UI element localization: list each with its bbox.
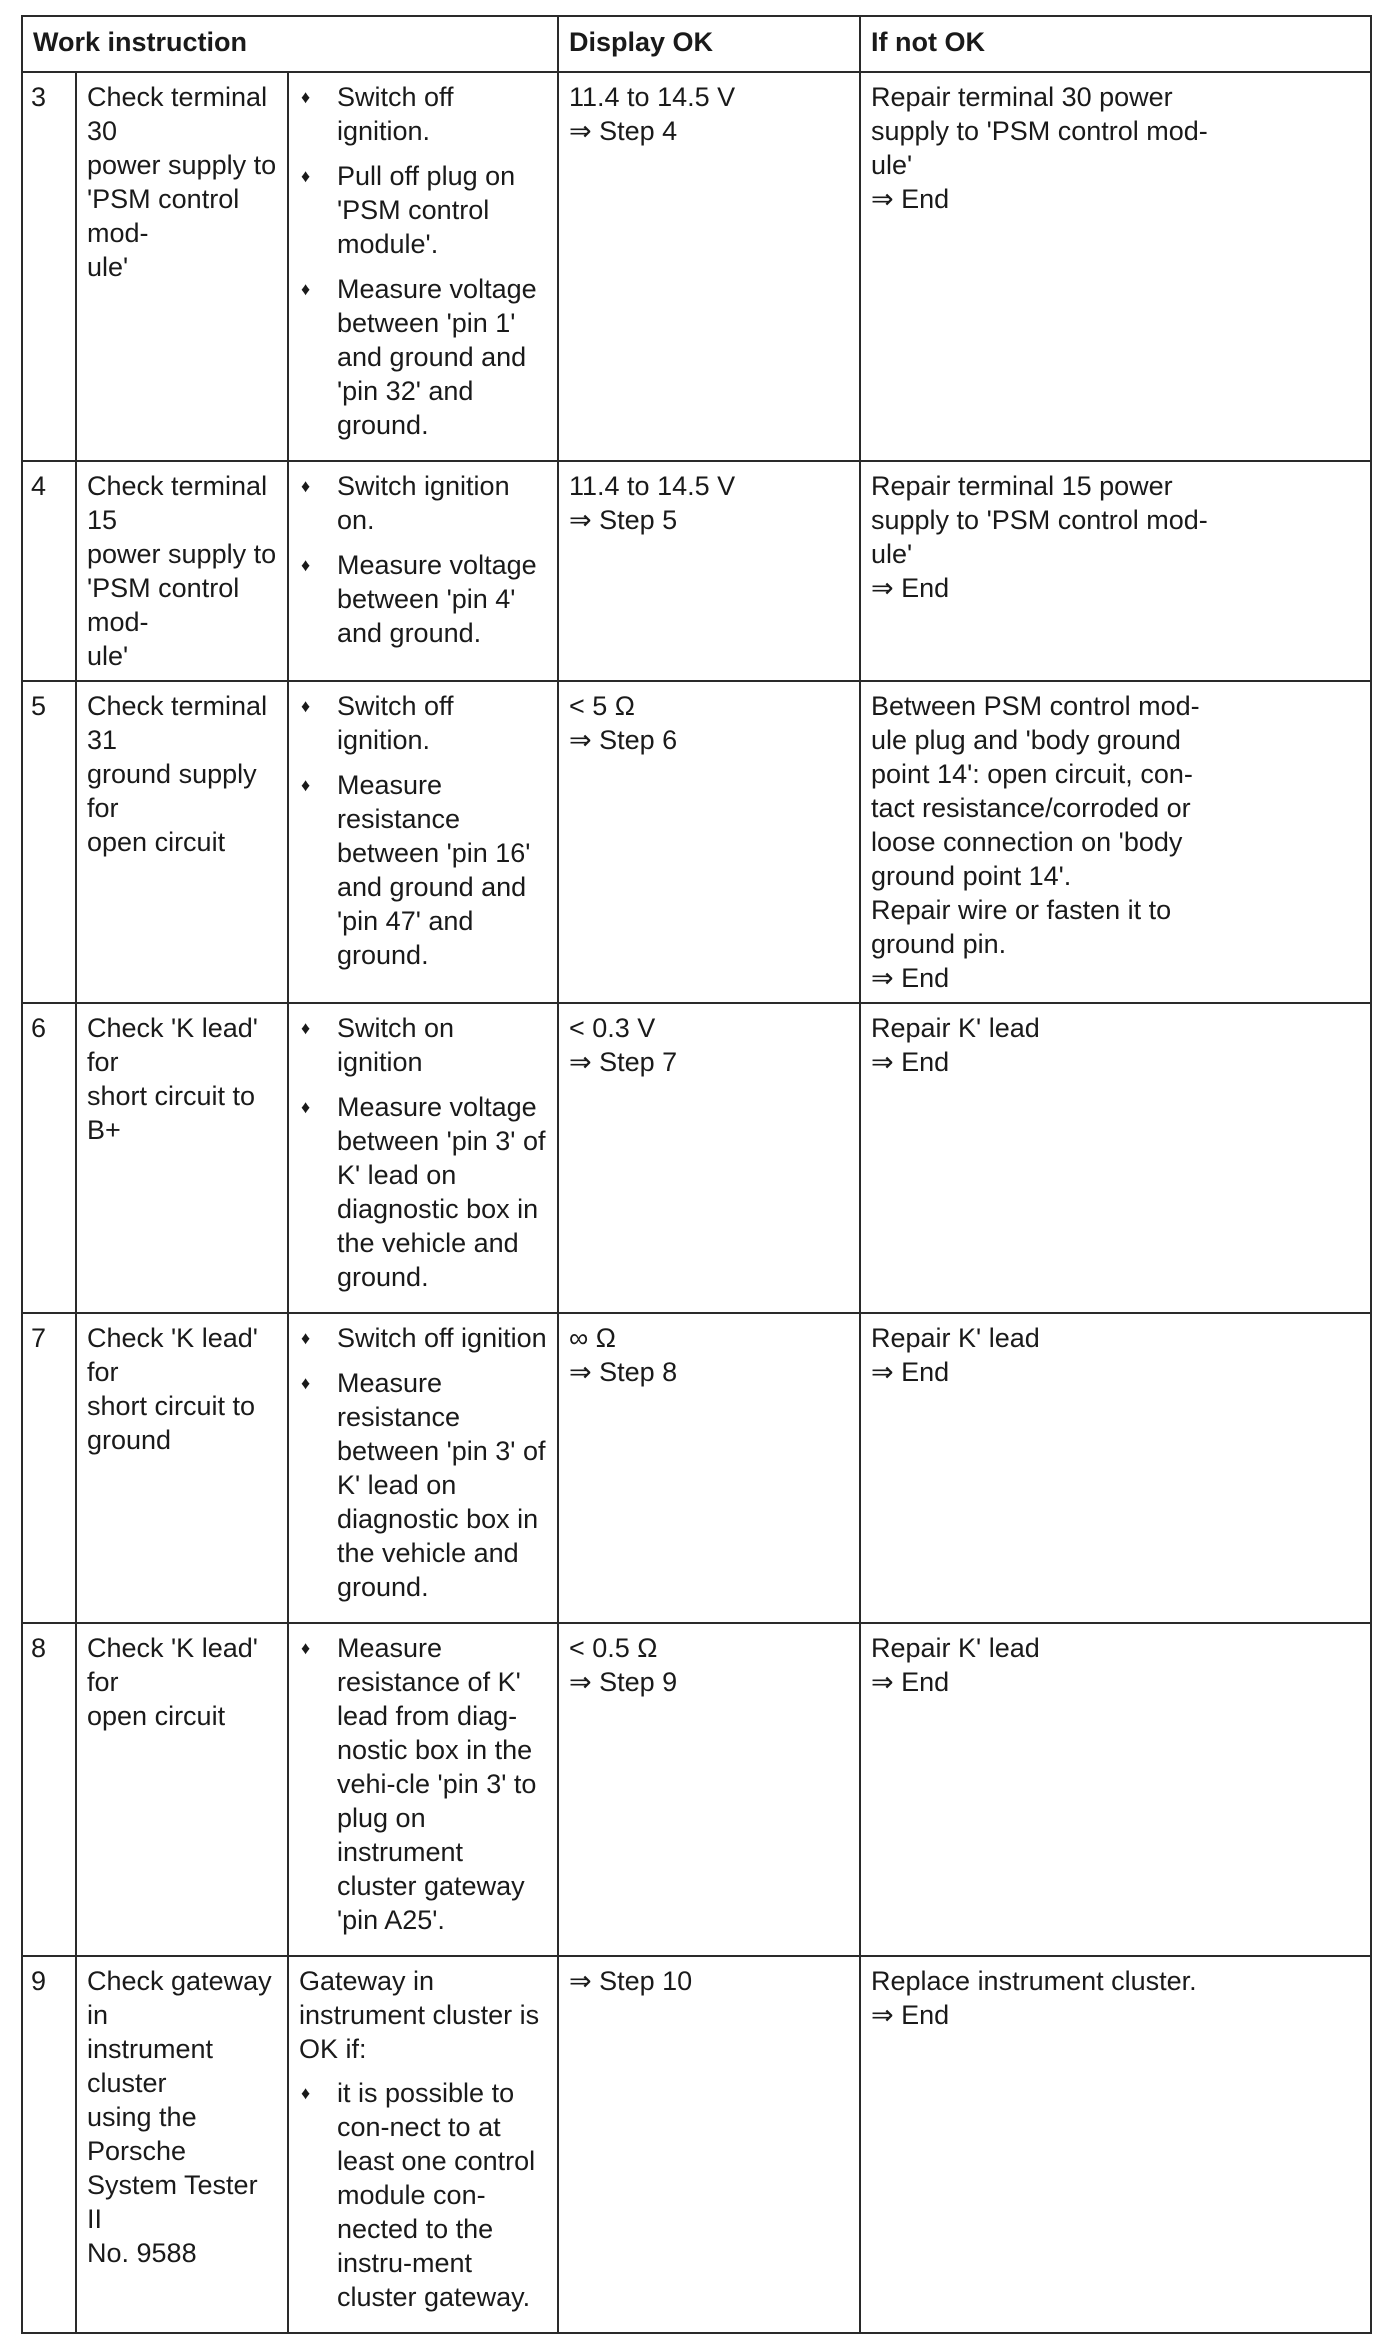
if-not-ok-line: Repair K' lead [871, 1013, 1040, 1043]
header-if-not-ok: If not OK [860, 16, 1371, 72]
bullet-diamond-icon: ♦ [301, 476, 311, 496]
bullet-diamond-icon: ♦ [301, 1097, 311, 1117]
step-text: Switch off ignition. [337, 82, 454, 146]
if-not-ok-line: ule' [871, 539, 913, 569]
list-item [299, 159, 547, 261]
check-line: System Tester II [87, 2170, 266, 2234]
step-text: Switch off ignition. [337, 691, 454, 755]
bullet-diamond-icon: ♦ [301, 1638, 311, 1658]
list-item [299, 469, 547, 537]
check-line: 'PSM control mod- [87, 573, 247, 637]
check-line: No. 9588 [87, 2238, 197, 2268]
display-ok-line: 11.4 to 14.5 V [569, 82, 736, 112]
if-not-ok-line: ⇒ End [871, 573, 950, 603]
check-line: using the Porsche [87, 2102, 205, 2166]
if-not-ok-cell [860, 1956, 1371, 2333]
step-text: Switch ignition on. [337, 471, 510, 535]
check-description [76, 681, 288, 1003]
check-line: open circuit [87, 827, 226, 857]
check-description [76, 1003, 288, 1313]
check-line: ule' [87, 641, 129, 671]
step-text: Measure voltage between 'pin 1' and ground and 'pin 32' and ground. [337, 274, 537, 440]
list-item [299, 1631, 547, 1937]
if-not-ok-line: tact resistance/corroded or [871, 793, 1191, 823]
list-item [299, 1011, 547, 1079]
step-number: 5 [22, 681, 76, 1003]
check-line: power supply to [87, 539, 277, 569]
bullet-diamond-icon: ♦ [301, 1018, 311, 1038]
table-row [22, 1956, 1371, 2333]
header-row [22, 16, 1371, 72]
step-text: Switch on ignition [337, 1013, 455, 1077]
procedure-lead: Gateway in instrument cluster is OK if: [299, 1966, 540, 2064]
step-text: Measure voltage between 'pin 4' and ground. [337, 550, 537, 648]
if-not-ok-line: Repair K' lead [871, 1633, 1040, 1663]
check-description [76, 1623, 288, 1956]
if-not-ok-line: ⇒ End [871, 1047, 950, 1077]
step-number: 8 [22, 1623, 76, 1956]
bullet-diamond-icon: ♦ [301, 1373, 311, 1393]
procedure-steps [288, 72, 558, 461]
procedure-steps [288, 1623, 558, 1956]
check-description [76, 1956, 288, 2333]
display-ok-line: < 0.5 Ω [569, 1633, 658, 1663]
bullet-diamond-icon: ♦ [301, 87, 311, 107]
if-not-ok-cell [860, 1313, 1371, 1623]
check-description [76, 1313, 288, 1623]
list-item [299, 80, 547, 148]
step-list [299, 2076, 547, 2314]
if-not-ok-line: Repair wire or fasten it to [871, 895, 1172, 925]
check-line: 'PSM control mod- [87, 184, 247, 248]
display-ok-line: ⇒ Step 8 [569, 1357, 678, 1387]
if-not-ok-cell [860, 681, 1371, 1003]
table-row [22, 1623, 1371, 1956]
if-not-ok-line: ⇒ End [871, 1357, 950, 1387]
check-line: short circuit to B+ [87, 1081, 263, 1145]
check-line: Check terminal 15 [87, 471, 275, 535]
step-list [299, 1321, 547, 1604]
display-ok-line: < 5 Ω [569, 691, 635, 721]
display-ok-line: ⇒ Step 7 [569, 1047, 678, 1077]
list-item [299, 272, 547, 442]
list-item [299, 2076, 547, 2314]
bullet-diamond-icon: ♦ [301, 555, 311, 575]
step-list [299, 1011, 547, 1294]
display-ok-cell [558, 1623, 860, 1956]
bullet-diamond-icon: ♦ [301, 696, 311, 716]
step-number: 9 [22, 1956, 76, 2333]
check-line: Check terminal 30 [87, 82, 275, 146]
if-not-ok-cell [860, 1623, 1371, 1956]
if-not-ok-line: Repair terminal 15 power [871, 471, 1173, 501]
if-not-ok-line: ule plug and 'body ground [871, 725, 1181, 755]
if-not-ok-line: supply to 'PSM control mod- [871, 505, 1208, 535]
bullet-diamond-icon: ♦ [301, 166, 311, 186]
bullet-diamond-icon: ♦ [301, 279, 311, 299]
step-list [299, 469, 547, 650]
check-line: ground [87, 1425, 172, 1455]
if-not-ok-line: Repair terminal 30 power [871, 82, 1173, 112]
procedure-steps [288, 461, 558, 681]
table-row [22, 1003, 1371, 1313]
check-line: Check terminal 31 [87, 691, 275, 755]
if-not-ok-line: loose connection on 'body [871, 827, 1183, 857]
if-not-ok-cell [860, 461, 1371, 681]
display-ok-line: ⇒ Step 5 [569, 505, 678, 535]
table-row [22, 461, 1371, 681]
step-list [299, 689, 547, 972]
list-item [299, 689, 547, 757]
if-not-ok-line: ground point 14'. [871, 861, 1072, 891]
step-text: Measure voltage between 'pin 3' of K' lead on diagnostic box in the vehicle and ground. [337, 1092, 546, 1292]
if-not-ok-line: ⇒ End [871, 184, 950, 214]
step-text: Switch off ignition [337, 1323, 547, 1353]
if-not-ok-line: ⇒ End [871, 963, 950, 993]
step-text: Measure resistance between 'pin 3' of K' lead on diagnostic box in the vehicle and ground. [337, 1368, 546, 1602]
list-item [299, 1090, 547, 1294]
header-display-ok: Display OK [558, 16, 860, 72]
step-text: it is possible to con-nect to at least one control module con-nected to the instru-ment cluster gateway. [337, 2078, 536, 2312]
table-row [22, 681, 1371, 1003]
display-ok-line: ⇒ Step 10 [569, 1966, 693, 1996]
check-line: instrument cluster [87, 2034, 221, 2098]
display-ok-line: 11.4 to 14.5 V [569, 471, 736, 501]
check-line: Check gateway in [87, 1966, 280, 2030]
list-item [299, 1321, 547, 1355]
bullet-diamond-icon: ♦ [301, 775, 311, 795]
display-ok-cell [558, 681, 860, 1003]
step-text: Pull off plug on 'PSM control module'. [337, 161, 516, 259]
procedure-steps [288, 1003, 558, 1313]
step-number: 3 [22, 72, 76, 461]
display-ok-line: ⇒ Step 9 [569, 1667, 678, 1697]
check-description [76, 461, 288, 681]
procedure-steps [288, 1313, 558, 1623]
step-number: 6 [22, 1003, 76, 1313]
procedure-steps [288, 681, 558, 1003]
display-ok-cell [558, 1313, 860, 1623]
check-line: Check 'K lead' for [87, 1323, 266, 1387]
step-list [299, 80, 547, 442]
list-item [299, 548, 547, 650]
if-not-ok-line: ⇒ End [871, 2000, 950, 2030]
check-line: ule' [87, 252, 129, 282]
if-not-ok-line: ule' [871, 150, 913, 180]
if-not-ok-line: Between PSM control mod- [871, 691, 1200, 721]
list-item [299, 768, 547, 972]
table-row [22, 1313, 1371, 1623]
step-text: Measure resistance of K' lead from diag-nostic box in the vehi-cle 'pin 3' to plug on instrument cluster gateway 'pin A25'. [337, 1633, 537, 1935]
header-work-instruction: Work instruction [22, 16, 558, 72]
display-ok-line: ⇒ Step 4 [569, 116, 678, 146]
display-ok-line: ∞ Ω [569, 1323, 616, 1353]
check-description [76, 72, 288, 461]
display-ok-cell [558, 1956, 860, 2333]
table-body [22, 72, 1371, 2333]
display-ok-cell [558, 461, 860, 681]
check-line: open circuit [87, 1701, 226, 1731]
if-not-ok-cell [860, 1003, 1371, 1313]
step-number: 7 [22, 1313, 76, 1623]
if-not-ok-cell [860, 72, 1371, 461]
work-instruction-table [21, 15, 1372, 2334]
table-row [22, 72, 1371, 461]
procedure-steps [288, 1956, 558, 2333]
display-ok-cell [558, 72, 860, 461]
check-line: ground supply for [87, 759, 265, 823]
display-ok-cell [558, 1003, 860, 1313]
if-not-ok-line: Replace instrument cluster. [871, 1966, 1197, 1996]
bullet-diamond-icon: ♦ [301, 1328, 311, 1348]
bullet-diamond-icon: ♦ [301, 2083, 311, 2103]
step-number: 4 [22, 461, 76, 681]
if-not-ok-line: ground pin. [871, 929, 1007, 959]
check-line: Check 'K lead' for [87, 1633, 266, 1697]
step-list [299, 1631, 547, 1937]
display-ok-line: ⇒ Step 6 [569, 725, 678, 755]
if-not-ok-line: Repair K' lead [871, 1323, 1040, 1353]
if-not-ok-line: point 14': open circuit, con- [871, 759, 1193, 789]
step-text: Measure resistance between 'pin 16' and ground and 'pin 47' and ground. [337, 770, 531, 970]
check-line: short circuit to [87, 1391, 256, 1421]
if-not-ok-line: supply to 'PSM control mod- [871, 116, 1208, 146]
list-item [299, 1366, 547, 1604]
if-not-ok-line: ⇒ End [871, 1667, 950, 1697]
check-line: power supply to [87, 150, 277, 180]
display-ok-line: < 0.3 V [569, 1013, 656, 1043]
check-line: Check 'K lead' for [87, 1013, 266, 1077]
